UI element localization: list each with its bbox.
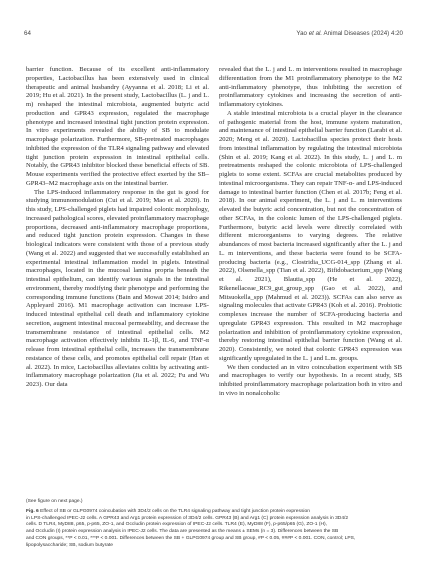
running-head [296, 30, 403, 37]
running-head-et-al: et al. [308, 30, 323, 37]
caption-line: in LPS-challenged IPEC-J2 cells. A GPR43 and Arg1 protein expression of 3D4/2 cells. GPR43 (B) and Arg1 (C) protein expression analysis in 3D4/2 [26, 515, 349, 521]
running-head-authors: Yao [296, 30, 307, 37]
body-paragraph: We then conducted an in vitro coincubation experiment with SB and macrophages to verify our hypothesis. In a recent study, SB inhibited proinflammatory macrophage polarization both in vitro and in vivo in nonalcoholic [219, 363, 402, 397]
see-figure-note: (See figure on next page.) [26, 499, 83, 504]
body-paragraph: A stable intestinal microbiota is a crucial player in the clearance of pathogenic material from the host, immune system maturation, and maintenance of intestinal epithelial barrier function (Larabi et al. 2020; Meng et al. 2020). Lactobacillus species protect their hosts from intestinal inflammation by regulating the intestinal microbiota (Shin et al. 2019; Kang et al. 2022). In this study, L. j and L. m pretreatments reshaped the colonic microbiota of LPS-challenged piglets to some extent. SCFAs are crucial metabolites produced by intestinal microorganisms. They can repair TNF-α- and LPS-induced damage to intestinal barrier function (Chen et al. 2017b; Feng et al. 2018). In our animal experiment, the L. j and L. m interventions elevated the butyric acid concentration, but not the concentration of other SCFAs, in the colonic lumen of the LPS-challenged piglets. Furthermore, butyric acid levels were directly correlated with different microorganisms to varying degrees. The relative abundances of most bacteria increased significantly after the L. j and L. m interventions, and these bacteria were found to be SCFA-producing bacteria (e.g., Clostridia_UCG-014_spp (Zhang et al. 2022), Olsenella_spp (Tian et al. 2022), Bifidobacterium_spp (Wang et al. 2021), Blautia_spp (He et al. 2022), Rikenellaceae_RC9_gut_group_spp (Gao et al. 2022), and Mitsuokella_spp (Mahmud et al. 2023)). SCFAs can also serve as signaling molecules that activate GPR43 (Koh et al. 2016). Probiotic complexes increase the number of SCFA-producing bacteria and upregulate GPR43 expression. This resulted in M2 macrophage polarization and inhibition of proinflammatory cytokine expression, thereby restoring intestinal epithelial barrier function (Wang et al. 2020). Consistently, we noted that colonic GPR43 expression was significantly upregulated in the L. j and L.m. groups. [219, 109, 402, 362]
body-paragraph: barrier function. Because of its excellent anti-inflammatory properties, Lactobacillus has been extensively used in clinical therapeutic and animal husbandry (Ayyanna et al. 2018; Li et al. 2019; Hu et al. 2021). In the present study, Lactobacillus (L. j and L. m) reshaped the intestinal microbiota, augmented butyric acid production and GPR43 expression, regulated the macrophage phenotype and increased intestinal tight junction protein expression. In vitro experiments revealed the ability of SB to modulate macrophage polarization. Furthermore, SB-pretreated macrophages inhibited the expression of the TLR4 signaling pathway and elevated tight junction protein expression in intestinal epithelial cells. Notably, the GPR43 inhibitor blocked these beneficial effects of SB. Mouse experiments verified the protective effect exerted by the SB–GPR43–M2 macrophage axis on the intestinal barrier. [26, 66, 209, 187]
figure-caption [26, 499, 402, 550]
caption-title: Fig. 6 [26, 508, 39, 514]
right-column [219, 66, 402, 399]
running-head-citation: (2024) 4:20 [371, 30, 403, 37]
page-header [24, 30, 403, 40]
body-paragraph: revealed that the L. j and L. m interventions resulted in macrophage differentiation from the M1 proinflammatory phenotype to the M2 anti-inflammatory phenotype, thus inhibiting the secretion of proinflammatory cytokines and increasing the secretion of anti-inflammatory cytokines. [219, 66, 402, 108]
caption-line: and Occludin (I) protein expression analysis in IPEC-J2 cells. The data are presented as the means ± SEMs (n = 3). Differences between the SB [26, 529, 339, 535]
running-head-journal: Animal Diseases [323, 30, 370, 37]
caption-line: and CON groups, **P < 0.01, ***P < 0.001. Differences between the SB + GLPG0974 group and SB group, #P < 0.05, ###P < 0.001. CON, control; LPS, [26, 535, 356, 541]
caption-line [26, 509, 402, 516]
caption-line: lipopolysaccharide; SB, sodium butyrate [26, 542, 113, 548]
body-paragraph: The LPS-induced inflammatory response in the gut is good for studying immunomodulation (Cui et al. 2019; Mao et al. 2020). In this study, LPS-challenged piglets had impaired colonic morphology, increased pathological scores, elevated proinflammatory macrophage proportions, decreased anti-inflammatory macrophage proportions, and reduced tight junction protein expression. Changes in these biological indicators were consistent with those of a previous study (Wang et al. 2022) and suggested that we successfully established an experimental intestinal inflammation model in piglets. Intestinal macrophages, located in the mucosal lamina propria beneath the intestinal epithelium, can identify various signals in the intestinal environment, thereby modifying their phenotype and performing the corresponding immune functions (Bain and Mowat 2014; Isidro and Appleyard 2016). M1 macrophage activation can increase LPS-induced intestinal epithelial cell death and inflammatory cytokine secretion, augment intestinal mucosal permeability, and decrease the transmembrane resistance of intestinal epithelial cells. M2 macrophage activation effectively inhibits IL-1β, IL-6, and TNF-α release from intestinal epithelial cells, increases the transmembrane resistance of these cells, and promotes epithelial cell repair (Han et al. 2022). In mice, Lactobacillus alleviates colitis by activating anti-inflammatory macrophage polarization (Jia et al. 2022; Fu and Wu 2023). Our data [26, 188, 209, 388]
left-column [26, 66, 209, 390]
caption-line: cells. D TLR4, MyD88, p65, p-p65, ZO-1, and Occludin protein expression of IPEC-J2 cells. TLR4 (E), MyD88 (F), p-p65/p65 (G), ZO-1 (H), [26, 522, 327, 528]
caption-text: Effect of SB or GLPG0974 coincubation with 3D4/2 cells on the TLR4 signaling pathway and tight junction protein expression [38, 508, 310, 514]
page-number: 64 [24, 30, 31, 37]
